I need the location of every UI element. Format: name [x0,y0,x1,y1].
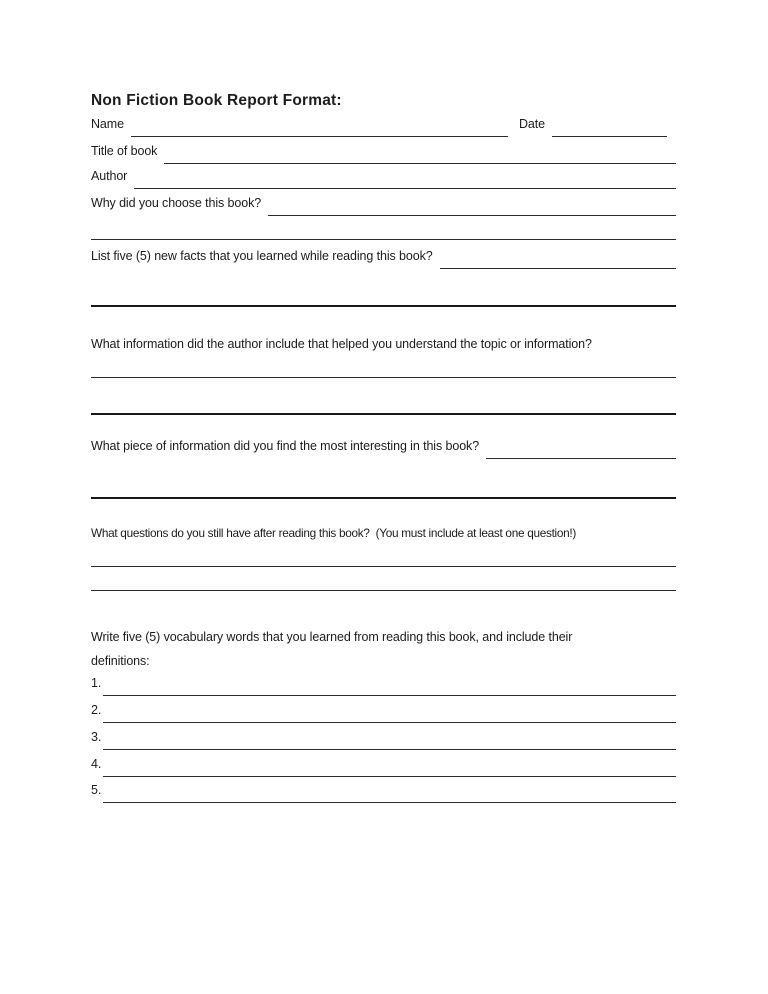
vocab-item-number: 1. [91,676,102,690]
vocab-prompt-line2: definitions: [91,654,150,668]
date-label: Date [518,117,545,131]
author-label: Author [91,169,128,183]
interesting-question-label: What piece of information did you find the most interesting in this book? [91,439,480,453]
section-divider [91,497,676,499]
vocab-item-row-4 [91,751,676,777]
vocab-item-number: 5. [91,783,102,797]
vocab-item-number: 3. [91,730,102,744]
book-title-label: Title of book [91,144,158,158]
facts-answer-line [440,243,676,269]
section-divider [91,413,676,415]
date-field-line [552,111,667,137]
vocab-prompt-line1: Write five (5) vocabulary words that you learned from reading this book, and include their [91,630,573,644]
answer-line [91,590,676,591]
page-title: Non Fiction Book Report Format: [91,92,342,109]
interesting-question-row [91,433,676,459]
answer-line [91,377,676,378]
section-divider [91,305,676,307]
vocab-item-number: 4. [91,757,102,771]
vocab-item-row-2 [91,697,676,723]
book-title-row [91,138,676,164]
vocab-item-number: 2. [91,703,102,717]
vocab-item-row-3 [91,724,676,750]
vocab-item-row-5 [91,777,676,803]
name-date-row [91,111,676,137]
choose-question-row [91,190,676,216]
information-question-label: What information did the author include that helped you understand the topic or information? [91,337,592,351]
answer-line [91,239,676,240]
name-field-line [131,111,508,137]
choose-answer-line [268,190,676,216]
answer-line [91,566,676,567]
name-label: Name [91,117,124,131]
vocab-answer-line [103,751,676,777]
vocab-answer-line [103,670,676,696]
questions-question-label: What questions do you still have after reading this book? (You must include at least one question!) [91,526,577,540]
vocab-answer-line [103,777,676,803]
interesting-answer-line [486,433,676,459]
vocab-answer-line [103,724,676,750]
vocab-item-row-1 [91,670,676,696]
vocab-answer-line [103,697,676,723]
choose-question-label: Why did you choose this book? [91,196,262,210]
facts-question-row [91,243,676,269]
author-row [91,163,676,189]
author-field-line [134,163,676,189]
facts-question-label: List five (5) new facts that you learned while reading this book? [91,249,433,263]
book-title-field-line [164,138,676,164]
